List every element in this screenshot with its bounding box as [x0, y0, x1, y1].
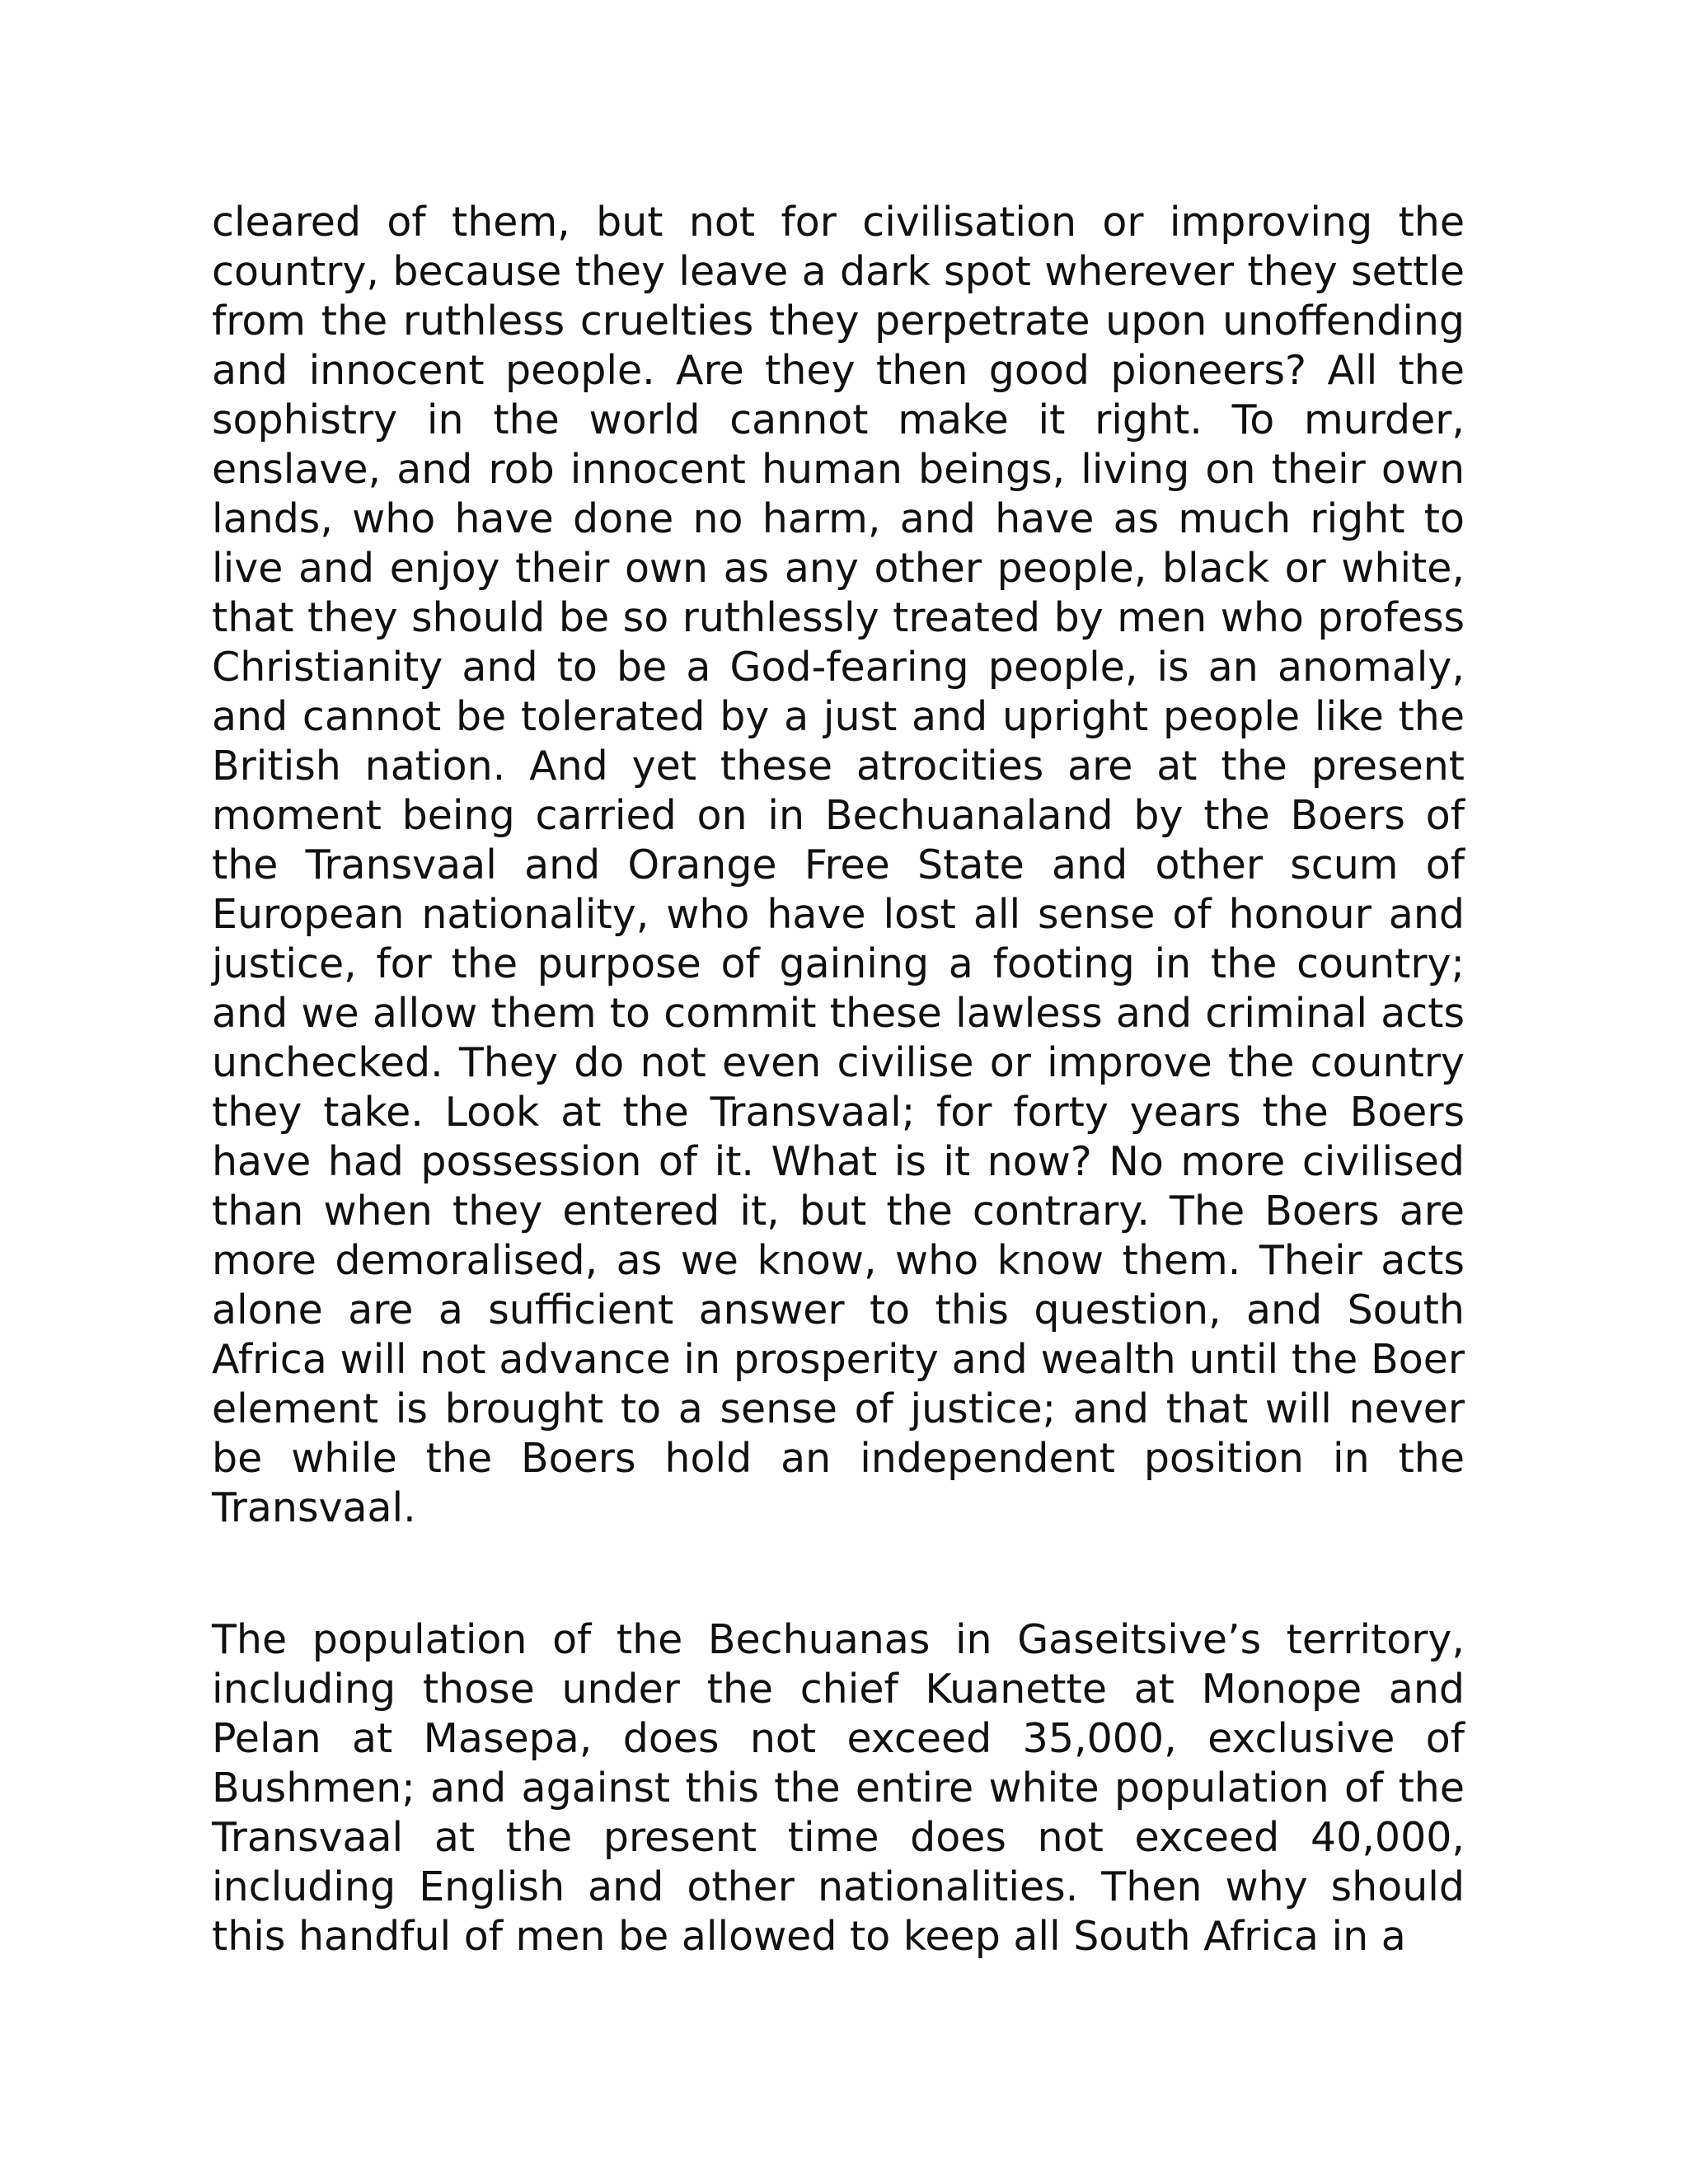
body-paragraph: cleared of them, but not for civilisation or improving the country, because they leave a dark spot wherever they settle from the ruthless cruelties they perpetrate upon unoffending and innocent people. Are they then good pioneers? All the sophistry in the world cannot make it right. To murder, enslave, and rob innocent human beings, living on their own lands, who have done no harm, and have as much right to live and enjoy their own as any other people, black or white, that they should be so ruthlessly treated by men who profess Christianity and to be a God-fearing people, is an anomaly, and cannot be tolerated by a just and upright people like the British nation. And yet these atrocities are at the present moment being carried on in Bechuanaland by the Boers of the Transvaal and Orange Free State and other scum of European nationality, who have lost all sense of honour and justice, for the purpose of gaining a footing in the country; and we allow them to commit these lawless and criminal acts unchecked. They do not even civilise or improve the country they take. Look at the Transvaal; for forty years the Boers have had possession of it. What is it now? No more civilised than when they entered it, but the contrary. The Boers are more demoralised, as we know, who know them. Their acts alone are a sufficient answer to this question, and South Africa will not advance in prosperity and wealth until the Boer element is brought to a sense of justice; and that will never be while the Boers hold an independent position in the Transvaal.	[212, 199, 1465, 1531]
body-paragraph: The population of the Bechuanas in Gaseitsive’s territory, including those under the chief Kuanette at Monope and Pelan at Masepa, does not exceed 35,000, exclusive of Bushmen; and against this the entire white population of the Transvaal at the present time does not exceed 40,000, including English and other nationalities. Then why should this handful of men be allowed to keep all South Africa in a	[212, 1616, 1465, 1960]
